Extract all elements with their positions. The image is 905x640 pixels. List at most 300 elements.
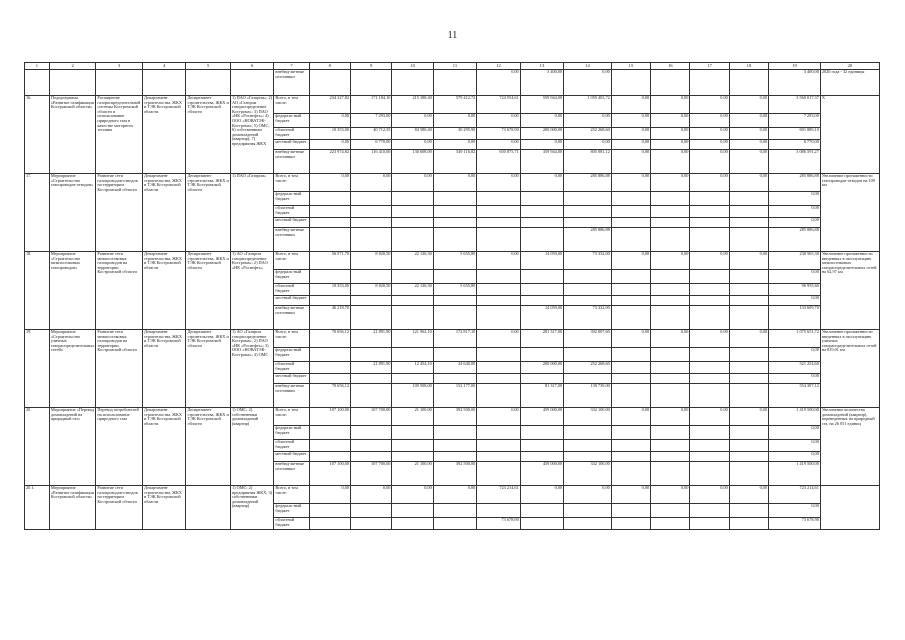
- amount-cell: [651, 440, 690, 452]
- amount-cell: [351, 306, 392, 330]
- amount-cell: [690, 206, 729, 218]
- item-customer: Департамент строительства, ЖКХ и ТЭК Костромской области: [142, 330, 185, 408]
- item-task: Перевод потребителей на использование природного газа: [96, 408, 143, 486]
- amount-cell: [651, 218, 690, 228]
- amount-cell: [477, 218, 520, 228]
- amount-cell: [477, 384, 520, 408]
- amount-cell: [564, 206, 612, 218]
- funding-source-label: федераль-ный бюджет: [274, 504, 309, 518]
- amount-cell: 0,00: [564, 114, 612, 128]
- item-participants: 1) АО «Газпром газораспределение Кострома»; 2) ПАО «НК «Роснефть»; 3) ООО «НОВАТЭК-Кострома»; 4) ОМС: [230, 330, 273, 408]
- amount-cell: 252 268,60: [564, 128, 612, 140]
- amount-cell: [520, 518, 563, 530]
- amount-cell: 0,00: [729, 330, 768, 348]
- amount-cell: [564, 518, 612, 530]
- amount-cell: [477, 462, 520, 486]
- amount-cell: 0,00: [477, 174, 520, 192]
- funding-source-label: Всего, в том числе:: [274, 486, 309, 504]
- amount-cell: [611, 374, 650, 384]
- amount-cell: 70 656,12: [309, 330, 350, 348]
- amount-cell: [651, 228, 690, 252]
- amount-cell: 0,00: [769, 206, 821, 218]
- amount-cell: [392, 518, 433, 530]
- amount-cell: 107 100,00: [309, 462, 350, 486]
- amount-cell: 0,00: [651, 330, 690, 348]
- amount-cell: [611, 218, 650, 228]
- amount-cell: [651, 384, 690, 408]
- amount-cell: 3 400,00: [520, 70, 563, 96]
- amount-cell: 0,00: [651, 140, 690, 150]
- amount-cell: 56 571,70: [309, 252, 350, 270]
- amount-cell: [690, 374, 729, 384]
- amount-cell: 554 397,12: [769, 384, 821, 408]
- amount-cell: 0,00: [564, 140, 612, 150]
- amount-cell: [564, 284, 612, 296]
- amount-cell: 0,00: [392, 174, 433, 192]
- amount-cell: 0,00: [564, 70, 612, 96]
- page-number: 11: [447, 30, 458, 41]
- amount-cell: [651, 362, 690, 374]
- funding-source-label: внебюд-жетные источники: [274, 70, 309, 96]
- amount-cell: 22 126,30: [392, 252, 433, 270]
- amount-cell: 0,00: [351, 174, 392, 192]
- amount-cell: [309, 452, 350, 462]
- item-result: Увеличение протяженности введенных в эксплуатацию межпоселковых газораспределительных сетей на 62,97 км: [820, 252, 879, 330]
- amount-cell: [351, 452, 392, 462]
- amount-cell: [651, 348, 690, 362]
- amount-cell: 3 400,00: [769, 70, 821, 96]
- amount-cell: [611, 284, 650, 296]
- amount-cell: [392, 206, 433, 218]
- amount-cell: 0,00: [433, 114, 476, 128]
- amount-cell: 0,00: [769, 440, 821, 452]
- amount-cell: 392 500,00: [433, 408, 476, 426]
- amount-cell: [729, 518, 768, 530]
- amount-cell: 0,00: [769, 374, 821, 384]
- amount-cell: 73 678,90: [769, 518, 821, 530]
- amount-cell: [392, 348, 433, 362]
- amount-cell: [351, 374, 392, 384]
- funding-source-label: федераль-ный бюджет: [274, 426, 309, 440]
- amount-cell: 0,00: [651, 408, 690, 426]
- item-number: 16.: [25, 96, 50, 174]
- amount-cell: 723 214,61: [477, 486, 520, 504]
- column-number-cell: 19: [769, 63, 821, 70]
- amount-cell: [351, 296, 392, 306]
- amount-cell: [309, 218, 350, 228]
- amount-cell: 0,00: [520, 174, 563, 192]
- amount-cell: [392, 306, 433, 330]
- empty-cell: [186, 70, 231, 96]
- amount-cell: 0,00: [309, 486, 350, 504]
- amount-cell: [729, 70, 768, 96]
- amount-cell: [611, 462, 650, 486]
- amount-cell: 0,00: [477, 330, 520, 348]
- column-number-cell: 17: [690, 63, 729, 70]
- amount-cell: 70 656,12: [309, 384, 350, 408]
- amount-cell: [729, 348, 768, 362]
- amount-cell: [309, 348, 350, 362]
- amount-cell: [433, 440, 476, 452]
- amount-cell: [477, 228, 520, 252]
- amount-cell: [392, 270, 433, 284]
- amount-cell: [309, 70, 350, 96]
- amount-cell: [611, 504, 650, 518]
- column-number-cell: 3: [96, 63, 143, 70]
- amount-cell: [433, 306, 476, 330]
- item-task: Развитие сети межпоселковых газопроводов на территории Костромской области: [96, 330, 143, 408]
- amount-cell: 0,00: [309, 140, 350, 150]
- amount-cell: [729, 296, 768, 306]
- amount-cell: 0,00: [651, 174, 690, 192]
- amount-cell: [477, 192, 520, 206]
- amount-cell: [564, 440, 612, 452]
- amount-cell: 559 944,00: [520, 96, 563, 114]
- amount-cell: [392, 70, 433, 96]
- amount-cell: 0,00: [651, 96, 690, 114]
- amount-cell: [309, 504, 350, 518]
- amount-cell: [564, 270, 612, 284]
- amount-cell: 133 609,70: [769, 306, 821, 330]
- amount-cell: [651, 270, 690, 284]
- amount-cell: [351, 440, 392, 452]
- amount-cell: [433, 270, 476, 284]
- amount-cell: [477, 362, 520, 374]
- amount-cell: [477, 306, 520, 330]
- amount-cell: 0,00: [690, 486, 729, 504]
- amount-cell: 12 454,10: [392, 362, 433, 374]
- item-executor: Департамент строительства, ЖКХ и ТЭК Костромской области: [186, 174, 231, 252]
- amount-cell: [690, 518, 729, 530]
- amount-cell: [690, 384, 729, 408]
- amount-cell: 0,00: [651, 486, 690, 504]
- amount-cell: [392, 228, 433, 252]
- amount-cell: [477, 206, 520, 218]
- amount-cell: [729, 462, 768, 486]
- amount-cell: 0,00: [729, 486, 768, 504]
- amount-cell: 285 886,88: [769, 228, 821, 252]
- amount-cell: 152 177,00: [433, 384, 476, 408]
- amount-cell: 0,00: [769, 270, 821, 284]
- column-number-cell: 2: [49, 63, 96, 70]
- amount-cell: [392, 452, 433, 462]
- amount-cell: 0,00: [690, 150, 729, 174]
- amount-cell: [433, 70, 476, 96]
- amount-cell: [690, 348, 729, 362]
- amount-cell: [392, 440, 433, 452]
- amount-cell: [433, 504, 476, 518]
- amount-cell: 200 000,00: [520, 362, 563, 374]
- column-number-cell: 15: [611, 63, 650, 70]
- amount-cell: [392, 426, 433, 440]
- amount-cell: 0,00: [392, 114, 433, 128]
- amount-cell: [433, 426, 476, 440]
- amount-cell: [729, 284, 768, 296]
- item-result: Увеличение количества домовладений (квартир), переведенных на природный газ, на 26 051 единиц: [820, 408, 879, 486]
- amount-cell: [477, 374, 520, 384]
- amount-cell: 0,00: [392, 140, 433, 150]
- amount-cell: 0,00: [611, 174, 650, 192]
- amount-cell: [690, 452, 729, 462]
- item-result: [820, 486, 879, 530]
- amount-cell: 73 332,00: [564, 252, 612, 270]
- amount-cell: 10 353,00: [309, 128, 350, 140]
- amount-cell: 0,00: [351, 486, 392, 504]
- amount-cell: 579 412,72: [433, 96, 476, 114]
- amount-cell: [433, 518, 476, 530]
- amount-cell: [690, 306, 729, 330]
- amount-cell: [520, 440, 563, 452]
- amount-cell: 549 116,82: [433, 150, 476, 174]
- funding-source-label: областной бюджет: [274, 206, 309, 218]
- amount-cell: [351, 270, 392, 284]
- amount-cell: [611, 270, 650, 284]
- amount-cell: 0,00: [690, 114, 729, 128]
- amount-cell: 107 700,00: [351, 462, 392, 486]
- amount-cell: [651, 70, 690, 96]
- amount-cell: [611, 192, 650, 206]
- amount-cell: [729, 218, 768, 228]
- funding-source-label: областной бюджет: [274, 128, 309, 140]
- amount-cell: [611, 296, 650, 306]
- amount-cell: 723 214,61: [769, 486, 821, 504]
- amount-cell: [351, 192, 392, 206]
- amount-cell: [309, 270, 350, 284]
- amount-cell: 46 218,70: [309, 306, 350, 330]
- amount-cell: 8 820,50: [351, 284, 392, 296]
- amount-cell: 0,00: [729, 150, 768, 174]
- amount-cell: [351, 348, 392, 362]
- item-number: 20.: [25, 408, 50, 486]
- amount-cell: [611, 452, 650, 462]
- amount-cell: 5 655,80: [433, 252, 476, 270]
- amount-cell: [729, 306, 768, 330]
- item-name: Подпрограмма «Развитие газификации Костромской области»: [49, 96, 96, 174]
- item-name: Мероприятие «Развитие газификации Костромской области»: [49, 486, 96, 530]
- amount-cell: 22 126,30: [392, 284, 433, 296]
- amount-cell: 130 608,00: [392, 150, 433, 174]
- amount-cell: 0,00: [477, 408, 520, 426]
- funding-source-label: областной бюджет: [274, 284, 309, 296]
- amount-cell: [651, 462, 690, 486]
- funding-source-label: областной бюджет: [274, 440, 309, 452]
- table-row: [25, 486, 880, 504]
- item-customer: Департамент строительства, ЖКХ и ТЭК Костромской области: [142, 96, 185, 174]
- amount-cell: 0,00: [477, 140, 520, 150]
- amount-cell: [309, 362, 350, 374]
- amount-cell: [564, 348, 612, 362]
- amount-cell: [690, 362, 729, 374]
- table-row: [25, 408, 880, 426]
- amount-cell: 73 678,90: [477, 518, 520, 530]
- amount-cell: [651, 374, 690, 384]
- amount-cell: 6 770,00: [351, 140, 392, 150]
- amount-cell: [729, 384, 768, 408]
- table-row: [25, 96, 880, 114]
- amount-cell: 24 640,00: [433, 362, 476, 374]
- amount-cell: [520, 348, 563, 362]
- amount-cell: [351, 518, 392, 530]
- amount-cell: 332 100,00: [564, 408, 612, 426]
- column-number-cell: 9: [351, 63, 392, 70]
- amount-cell: [729, 504, 768, 518]
- amount-cell: 252 268,60: [564, 362, 612, 374]
- amount-cell: 0,00: [611, 150, 650, 174]
- item-result: Х: [820, 96, 879, 174]
- amount-cell: [351, 206, 392, 218]
- funding-source-label: федераль-ный бюджет: [274, 348, 309, 362]
- amount-cell: [729, 374, 768, 384]
- amount-cell: [309, 192, 350, 206]
- amount-cell: 0,00: [611, 128, 650, 140]
- amount-cell: 0,00: [611, 486, 650, 504]
- amount-cell: 0,00: [690, 174, 729, 192]
- amount-cell: 0,00: [769, 452, 821, 462]
- amount-cell: 0,00: [651, 128, 690, 140]
- result-cell: 2020 года - 32 единицы: [820, 70, 879, 96]
- column-number-cell: 16: [651, 63, 690, 70]
- amount-cell: [651, 306, 690, 330]
- amount-cell: [392, 296, 433, 306]
- item-task: Развитие сети газопроводов-отводов на территории Костромской области: [96, 174, 143, 252]
- funding-source-label: местный бюджет: [274, 218, 309, 228]
- amount-cell: 84 580,40: [392, 128, 433, 140]
- amount-cell: 0,00: [611, 252, 650, 270]
- amount-cell: [611, 70, 650, 96]
- amount-cell: [564, 504, 612, 518]
- amount-cell: [690, 218, 729, 228]
- amount-cell: [611, 206, 650, 218]
- amount-cell: 0,00: [611, 408, 650, 426]
- amount-cell: [690, 440, 729, 452]
- amount-cell: [611, 228, 650, 252]
- amount-cell: [477, 440, 520, 452]
- item-customer: Департамент строительства, ЖКХ и ТЭК Костромской области: [142, 408, 185, 486]
- amount-cell: [392, 374, 433, 384]
- amount-cell: 96 955,60: [769, 284, 821, 296]
- amount-cell: [651, 206, 690, 218]
- column-number-cell: 4: [142, 63, 185, 70]
- amount-cell: 81 317,00: [520, 384, 563, 408]
- amount-cell: 650 875,71: [477, 150, 520, 174]
- amount-cell: [611, 518, 650, 530]
- amount-cell: 0,00: [433, 140, 476, 150]
- amount-cell: 200 000,00: [520, 128, 563, 140]
- amount-cell: [690, 192, 729, 206]
- item-name: Мероприятие «Перевод домовладений на природный газ»: [49, 408, 96, 486]
- amount-cell: [309, 518, 350, 530]
- amount-cell: 0,00: [520, 486, 563, 504]
- amount-cell: [520, 374, 563, 384]
- amount-cell: 0,00: [611, 140, 650, 150]
- column-number-cell: 6: [230, 63, 273, 70]
- amount-cell: 285 886,88: [564, 174, 612, 192]
- amount-cell: [690, 270, 729, 284]
- empty-cell: [49, 70, 96, 96]
- amount-cell: 0,00: [690, 140, 729, 150]
- amount-cell: 230 565,30: [769, 252, 821, 270]
- amount-cell: 40 712,35: [351, 128, 392, 140]
- amount-cell: 7 293,00: [351, 114, 392, 128]
- amount-cell: 521 254,60: [769, 362, 821, 374]
- amount-cell: [520, 206, 563, 218]
- item-participants: 1) ПАО «Газпром»: [230, 174, 273, 252]
- amount-cell: [351, 426, 392, 440]
- amount-cell: 0,00: [651, 150, 690, 174]
- amount-cell: [477, 296, 520, 306]
- amount-cell: [690, 70, 729, 96]
- funding-source-label: местный бюджет: [274, 296, 309, 306]
- amount-cell: 0,00: [392, 486, 433, 504]
- amount-cell: 0,00: [433, 486, 476, 504]
- amount-cell: [477, 452, 520, 462]
- amount-cell: 0,00: [690, 408, 729, 426]
- amount-cell: 21 100,00: [392, 408, 433, 426]
- amount-cell: [520, 218, 563, 228]
- amount-cell: 30 295,90: [433, 128, 476, 140]
- column-number-cell: 10: [392, 63, 433, 70]
- amount-cell: [729, 228, 768, 252]
- amount-cell: 121 962,10: [392, 330, 433, 348]
- amount-cell: 0,00: [520, 140, 563, 150]
- funding-source-label: внебюд-жетные источники: [274, 306, 309, 330]
- item-name: Мероприятие «Строительство межпоселковых газопроводов»: [49, 252, 96, 330]
- amount-cell: [309, 228, 350, 252]
- amount-cell: [651, 296, 690, 306]
- amount-cell: [392, 218, 433, 228]
- amount-cell: 10 353,00: [309, 284, 350, 296]
- item-executor: Департамент строительства, ЖКХ и ТЭК Костромской области: [186, 408, 231, 486]
- amount-cell: [729, 206, 768, 218]
- amount-cell: 0,00: [690, 128, 729, 140]
- amount-cell: 21 100,00: [392, 462, 433, 486]
- amount-cell: 0,00: [309, 174, 350, 192]
- amount-cell: [729, 440, 768, 452]
- amount-cell: 459 000,00: [520, 462, 563, 486]
- amount-cell: [309, 296, 350, 306]
- amount-cell: 3 086 591,27: [769, 150, 821, 174]
- amount-cell: [611, 362, 650, 374]
- amount-cell: 21 891,90: [351, 330, 392, 348]
- table-body: [25, 63, 880, 530]
- funding-source-label: федераль-ный бюджет: [274, 192, 309, 206]
- amount-cell: 0,00: [309, 114, 350, 128]
- amount-cell: 0,00: [769, 348, 821, 362]
- amount-cell: 139 739,00: [564, 384, 612, 408]
- amount-cell: 107 700,00: [351, 408, 392, 426]
- amount-cell: 0,00: [651, 252, 690, 270]
- column-number-cell: 14: [564, 63, 612, 70]
- amount-cell: [392, 504, 433, 518]
- amount-cell: 0,00: [729, 140, 768, 150]
- column-number-cell: 8: [309, 63, 350, 70]
- amount-cell: 0,00: [477, 114, 520, 128]
- amount-cell: [564, 192, 612, 206]
- amount-cell: [611, 384, 650, 408]
- column-number-cell: 5: [186, 63, 231, 70]
- amount-cell: 0,00: [564, 486, 612, 504]
- amount-cell: 0,00: [611, 96, 650, 114]
- amount-cell: 0,00: [769, 504, 821, 518]
- funding-source-label: внебюд-жетные источники: [274, 384, 309, 408]
- amount-cell: [611, 306, 650, 330]
- amount-cell: [651, 518, 690, 530]
- amount-cell: [611, 440, 650, 452]
- column-number-cell: 1: [25, 63, 50, 70]
- amount-cell: [520, 228, 563, 252]
- item-result: Увеличение протяженности введенных в эксплуатацию уличных газораспределительных сетей на 819,01 км: [820, 330, 879, 408]
- table-row: [25, 252, 880, 270]
